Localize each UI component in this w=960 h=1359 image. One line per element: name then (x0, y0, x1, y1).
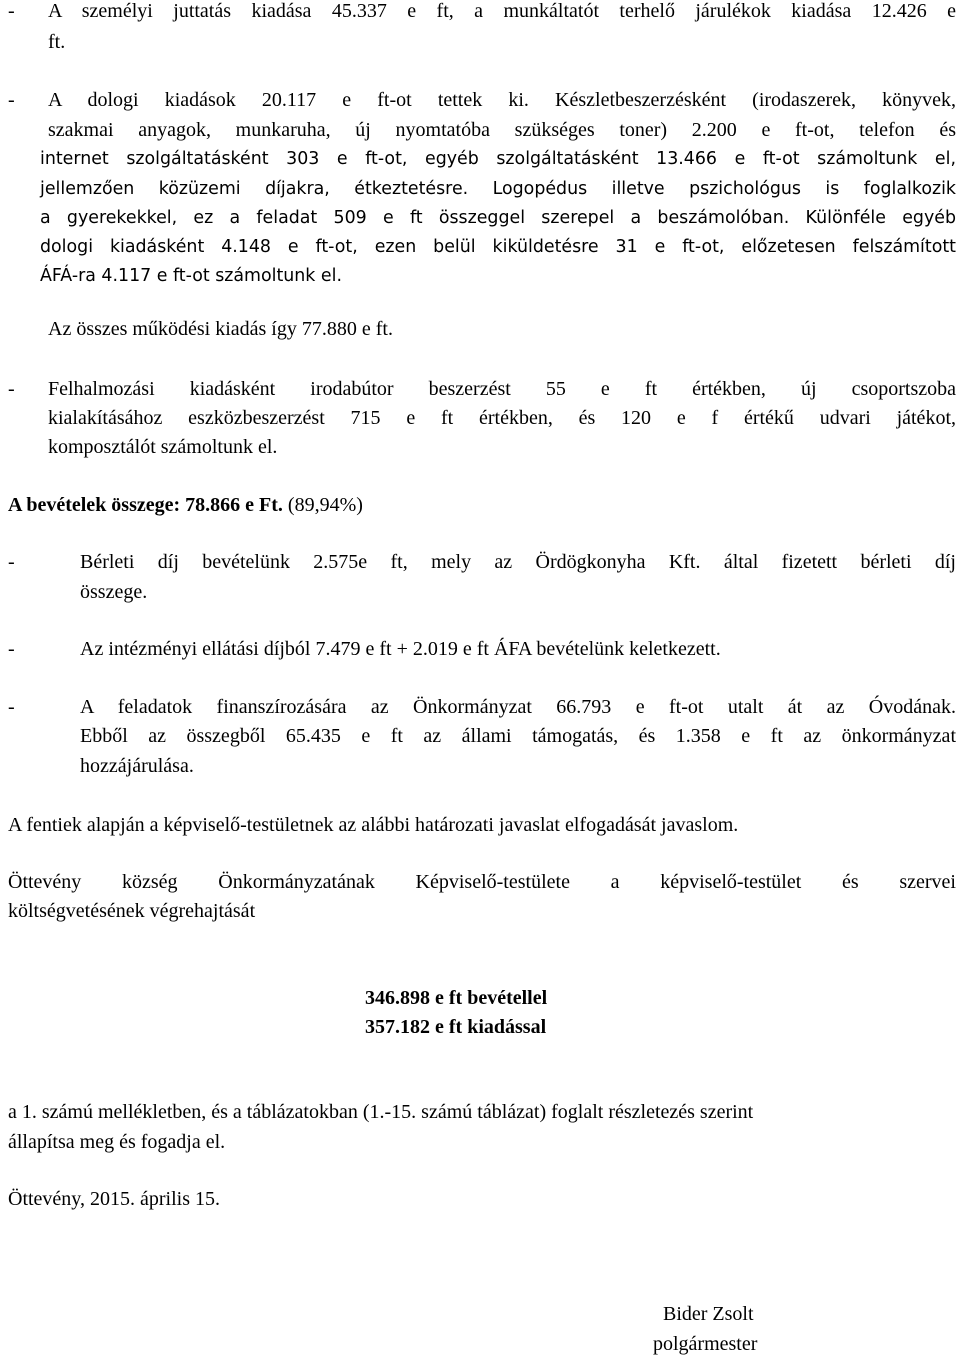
operating-total: Az összes működési kiadás így 77.880 e ft. (48, 318, 393, 340)
revenue-heading-amount: A bevételek összege: 78.866 e Ft. (8, 494, 283, 516)
total-revenue: 346.898 e ft bevétellel (365, 987, 548, 1009)
approval-line: a 1. számú mellékletben, és a táblázatokban (1.-15. számú táblázat) foglalt részletezés szerint (8, 1101, 754, 1123)
resolution-line: Öttevény község Önkormányzatának Képviselő-testülete a képviselő-testület és szervei (8, 871, 956, 893)
list-item-line: szakmai anyagok, munkaruha, új nyomtatóba szükséges toner) 2.200 e ft-ot, telefon és (48, 119, 956, 141)
signature-name: Bider Zsolt (663, 1303, 754, 1325)
revenue-heading-percent: (89,94%) (282, 494, 363, 516)
list-item-line: A személyi juttatás kiadása 45.337 e ft, a munkáltatót terhelő járulékok kiadása 12.426 e (48, 0, 956, 22)
list-item-line: összege. (80, 581, 148, 603)
list-bullet: - (8, 0, 15, 22)
revenue-heading (8, 493, 363, 517)
list-item-line: Bérleti díj bevételünk 2.575e ft, mely az Ördögkonyha Kft. által fizetett bérleti díj (80, 551, 956, 573)
place-date: Öttevény, 2015. április 15. (8, 1188, 221, 1210)
list-item-line: jellemzően közüzemi díjakra, étkeztetésre. Logopédus illetve pszichológus is foglalkozik (40, 179, 956, 199)
list-item-line: A feladatok finanszírozására az Önkormányzat 66.793 e ft-ot utalt át az Óvodának. (80, 696, 956, 718)
list-bullet: - (8, 551, 15, 573)
list-item-line: dologi kiadásként 4.148 e ft-ot, ezen belül kiküldetésre 31 e ft-ot, előzetesen felszámított (40, 237, 956, 257)
list-item-line: Ebből az összegből 65.435 e ft az állami támogatás, és 1.358 e ft az önkormányzat (80, 725, 956, 747)
list-item-line: internet szolgáltatásként 303 e ft-ot, egyéb szolgáltatásként 13.466 e ft-ot számoltunk el, (40, 149, 956, 169)
signature-title: polgármester (653, 1333, 758, 1355)
list-item-line: Felhalmozási kiadásként irodabútor beszerzést 55 e ft értékben, új csoportszoba (48, 378, 956, 400)
list-item-line: hozzájárulása. (80, 755, 194, 777)
list-item-line: A dologi kiadások 20.117 e ft-ot tettek ki. Készletbeszerzésként (irodaszerek, könyvek, (48, 89, 956, 111)
resolution-line: költségvetésének végrehajtását (8, 900, 256, 922)
total-expense: 357.182 e ft kiadással (365, 1016, 547, 1038)
list-item-line: ft. (48, 31, 66, 53)
list-item-line: kialakításához eszközbeszerzést 715 e ft értékben, és 120 e f értékű udvari játékot, (48, 407, 956, 429)
list-item-line: komposztálót számoltunk el. (48, 436, 278, 458)
list-item-line: Az intézményi ellátási díjból 7.479 e ft + 2.019 e ft ÁFA bevételünk keletkezett. (80, 638, 721, 660)
approval-line: állapítsa meg és fogadja el. (8, 1131, 226, 1153)
list-bullet: - (8, 638, 15, 660)
list-bullet: - (8, 696, 15, 718)
list-item-line: a gyerekekkel, ez a feladat 509 e ft összeggel szerepel a beszámolóban. Különféle egyéb (40, 208, 956, 228)
proposal-text: A fentiek alapján a képviselő-testületnek az alábbi határozati javaslat elfogadását javaslom. (8, 814, 739, 836)
list-bullet: - (8, 89, 15, 111)
list-bullet: - (8, 378, 15, 400)
list-item-line: ÁFÁ-ra 4.117 e ft-ot számoltunk el. (40, 266, 342, 286)
